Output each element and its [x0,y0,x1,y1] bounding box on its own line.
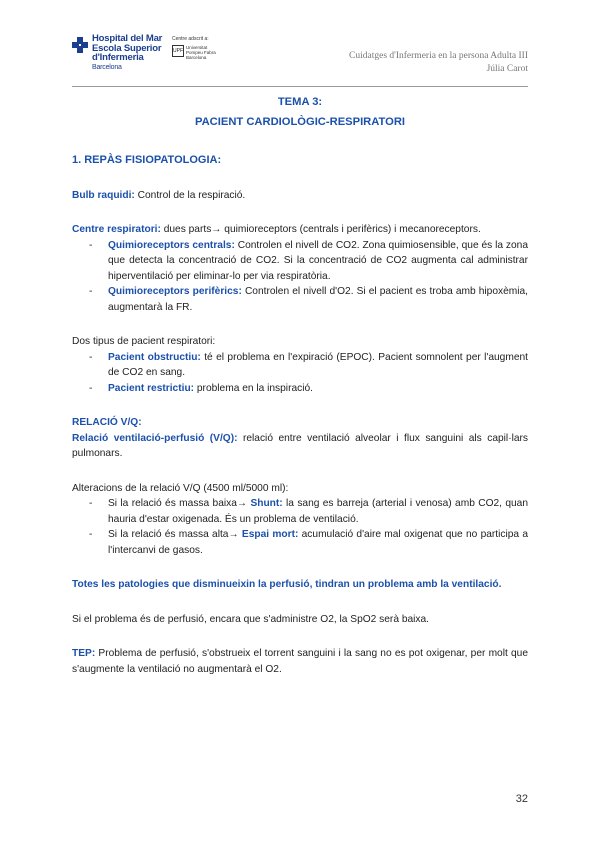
quimio-periferic-text: Controlen el nivell d'O2. Si el pacient es troba amb hipoxèmia, augmentarà la FR. [108,286,528,313]
upf-line-1: Universitat [186,45,208,50]
tipus-list [72,350,528,397]
shunt-pre: Si la relació és massa baixa→ [108,498,251,509]
tep-paragraph [72,646,528,677]
upf-line-2: Pompeu Fabra [186,50,216,55]
shunt-text: la sang es barreja (arterial i venosa) amb CO2, quan hauria d'estar oxigenada. És un problema de ventilació. [108,498,529,525]
topic-number: TEMA 3: [277,96,323,108]
logo-line-1: Hospital del Mar [92,33,163,44]
alteracions-list [72,496,528,558]
tep-label: TEP: [72,648,96,659]
shunt-label: Shunt: [250,498,283,509]
topic-title: PACIENT CARDIOLÒGIC-RESPIRATORI [194,116,406,128]
vq-def-label: Relació ventilació-perfusió (V/Q): [72,432,238,444]
list-item [72,527,528,558]
page-number: 32 [515,793,528,805]
upf-logo-mark: UPF [172,45,184,57]
bulb-label: Bulb raquidi: [72,189,135,201]
list-item [72,238,528,285]
obstructiu-text: té el problema en l'expiració (EPOC). Pacient somnolent per l'augment de CO2 en sang. [108,351,528,378]
running-header [349,50,528,76]
tipus-intro: Dos tipus de pacient respiratori: [72,336,216,347]
espai-mort-label: Espai mort: [241,529,299,540]
list-item [72,284,528,315]
logo-line-3: d'Infermeria [92,52,144,63]
bulb-paragraph [72,188,528,204]
highlight-statement: Totes les patologies que disminueixin la perfusió, tindran un problema amb la ventilació. [72,579,502,590]
page-header [72,34,528,82]
restrictiu-label: Pacient restrictiu: [108,382,195,394]
list-item [72,496,528,527]
upf-logo-caption: Centre adscrit a: [172,36,209,42]
hospital-del-mar-logo [72,34,162,72]
upf-logo [172,36,216,60]
tep-text: Problema de perfusió, s'obstrueix el torrent sanguini i la sang no es pot oxigenar, per molt que s'augmente la ventilació no augmentarà el O2. [72,648,528,675]
course-name: Cuidatges d'Infermeria en la persona Adulta III [349,51,528,61]
cross-icon [72,37,88,53]
perfusio-paragraph: Si el problema és de perfusió, encara que s'administre O2, la SpO2 serà baixa. [72,613,430,625]
vq-definition [72,431,528,462]
bulb-text: Control de la respiració. [134,189,246,201]
list-item [72,350,528,381]
section-heading: 1. REPÀS FISIOPATOLOGIA: [72,154,222,166]
espai-mort-pre: Si la relació és massa alta→ [108,529,242,540]
vq-def-text: relació entre ventilació alveolar i flux sanguini als capil·lars pulmonars. [72,432,529,459]
quimio-periferic-label: Quimioreceptors perifèrics: [108,286,242,297]
author-name: Júlia Carot [486,64,528,74]
centre-text: dues parts→ quimioreceptors (centrals i perifèrics) i mecanoreceptors. [160,224,481,235]
logo-line-4: Barcelona [92,63,122,71]
quimio-central-label: Quimioreceptors centrals: [108,239,235,251]
espai-mort-text: acumulació d'aire mal oxigenat que no participa a l'intercanvi de gasos. [108,529,528,556]
page-body [72,92,528,677]
upf-line-3: Barcelona [186,55,207,60]
obstructiu-label: Pacient obstructiu: [108,351,201,363]
centre-label: Centre respiratori: [72,224,161,235]
alteracions-intro: Alteracions de la relació V/Q (4500 ml/5000 ml): [72,482,289,494]
list-item [72,381,528,397]
vq-heading: RELACIÓ V/Q: [72,417,142,428]
quimio-list [72,238,528,316]
quimio-central-text: Controlen el nivell de CO2. Zona quimiosensible, que és la zona que detecta la concentració de CO2. Si la concentració de CO2 augmenta cal administrar hiperventilació per eliminar-lo per via respiratòria. [108,239,528,282]
logo-line-2: Escola Superior [92,42,162,54]
header-divider [72,86,528,87]
centre-paragraph [72,222,528,238]
restrictiu-text: problema en la inspiració. [194,382,313,394]
